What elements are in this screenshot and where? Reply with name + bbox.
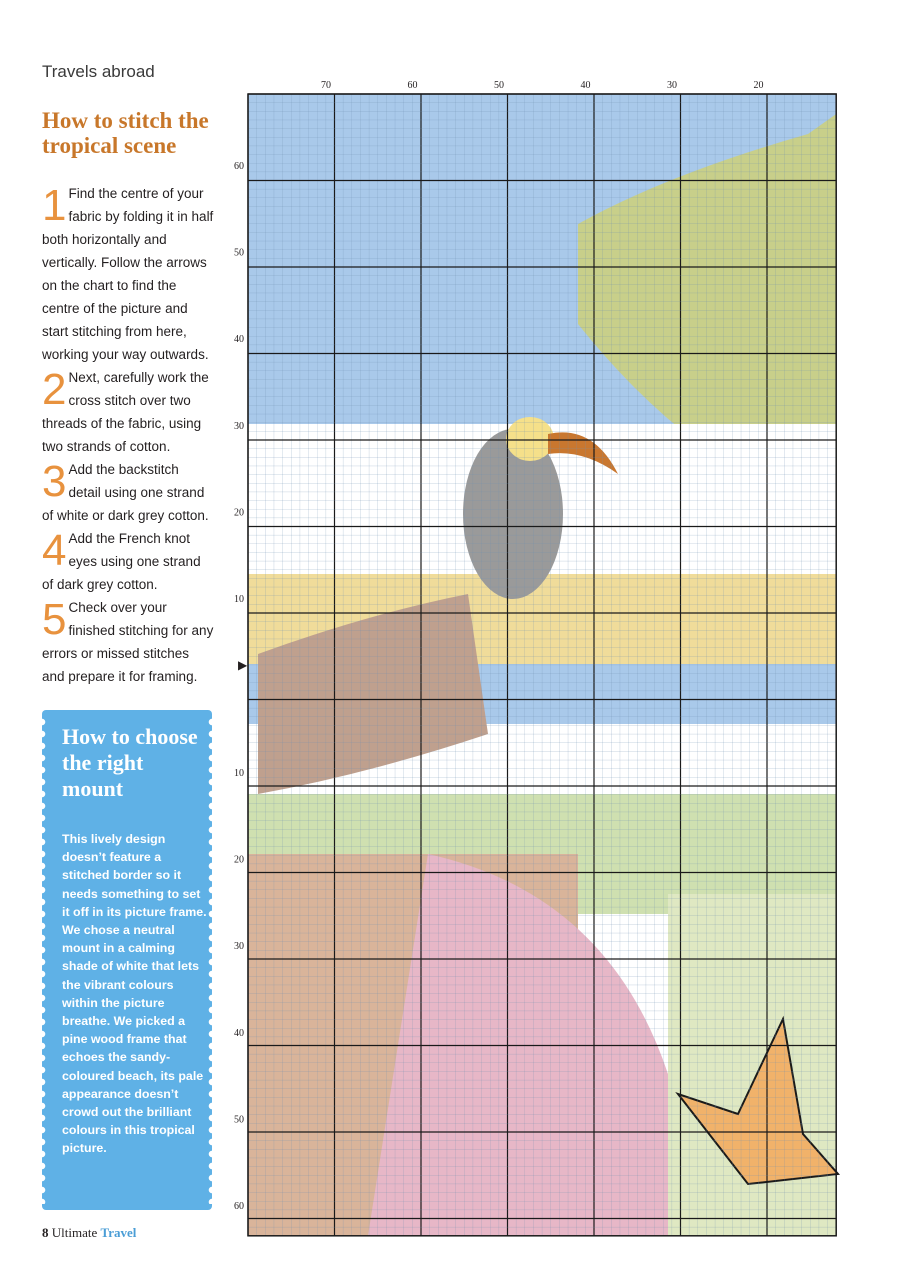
step-number: 5 bbox=[42, 595, 67, 644]
step-number: 3 bbox=[42, 457, 67, 506]
left-axis-label: 60 bbox=[234, 161, 244, 172]
step-2 bbox=[42, 366, 214, 458]
page-footer bbox=[42, 1225, 136, 1241]
sidebar-body: This lively design doesn’t feature a stitched border so it needs something to set it off in its picture frame. We chose a neutral mount in a calming shade of white that lets the vibrant colours within the picture breathe. We picked a pine wood frame that echoes the sandy-coloured beach, its pale appearance doesn’t crowd out the brilliant colours in this tropical picture. bbox=[62, 832, 207, 1156]
left-axis-label: 40 bbox=[234, 1027, 244, 1039]
centre-arrow-icon: ▶ bbox=[238, 658, 248, 672]
top-axis-label: 70 bbox=[321, 80, 331, 91]
top-axis-label: 20 bbox=[753, 80, 764, 91]
left-axis-label: 20 bbox=[234, 854, 244, 866]
toucan-head bbox=[506, 417, 554, 461]
left-axis-label: 60 bbox=[234, 1201, 244, 1212]
step-3 bbox=[42, 458, 214, 527]
magazine-section: Travel bbox=[100, 1225, 137, 1240]
cross-stitch-chart bbox=[234, 74, 838, 1246]
left-axis-label: 10 bbox=[234, 594, 244, 605]
page-number: 8 bbox=[42, 1225, 49, 1240]
step-5 bbox=[42, 596, 214, 688]
section-label: Travels abroad bbox=[42, 62, 155, 81]
step-1 bbox=[42, 182, 214, 366]
left-axis-label: 50 bbox=[234, 1114, 244, 1126]
step-4 bbox=[42, 527, 214, 596]
step-text: Add the backstitch detail using one strand of white or dark grey cotton. bbox=[42, 462, 209, 523]
step-number: 2 bbox=[42, 365, 67, 414]
step-number: 1 bbox=[42, 181, 67, 230]
left-axis-label: 30 bbox=[234, 420, 244, 432]
instructions-title: How to stitch the tropical scene bbox=[42, 108, 209, 158]
step-number: 4 bbox=[42, 526, 67, 575]
sidebar-title: How to choose the right mount bbox=[62, 724, 198, 801]
mount-sidebar-box bbox=[42, 710, 212, 1210]
top-axis-label: 50 bbox=[494, 80, 504, 91]
step-text: Next, carefully work the cross stitch over two threads of the fabric, using two strands of cotton. bbox=[42, 370, 209, 454]
left-axis-label: 30 bbox=[234, 941, 244, 953]
step-text: Check over your finished stitching for any errors or missed stitches and prepare it for framing. bbox=[42, 600, 214, 684]
step-text: Add the French knot eyes using one strand of dark grey cotton. bbox=[42, 531, 201, 592]
top-axis-label: 60 bbox=[407, 80, 418, 91]
left-axis-label: 50 bbox=[234, 247, 244, 259]
chart-grid bbox=[234, 74, 838, 1246]
step-text: Find the centre of your fabric by folding it in half both horizontally and vertically. Follow the arrows on the chart to find the centre of the picture and start stitching from here, working your way outwards. bbox=[42, 186, 214, 362]
top-axis-label: 40 bbox=[580, 80, 591, 91]
magazine-name: Ultimate bbox=[51, 1225, 98, 1240]
instructions-steps bbox=[42, 182, 214, 688]
left-axis-label: 40 bbox=[234, 334, 244, 346]
top-axis-label: 30 bbox=[667, 80, 677, 91]
left-axis-label: 10 bbox=[234, 768, 244, 779]
left-axis-label: 20 bbox=[234, 507, 244, 519]
